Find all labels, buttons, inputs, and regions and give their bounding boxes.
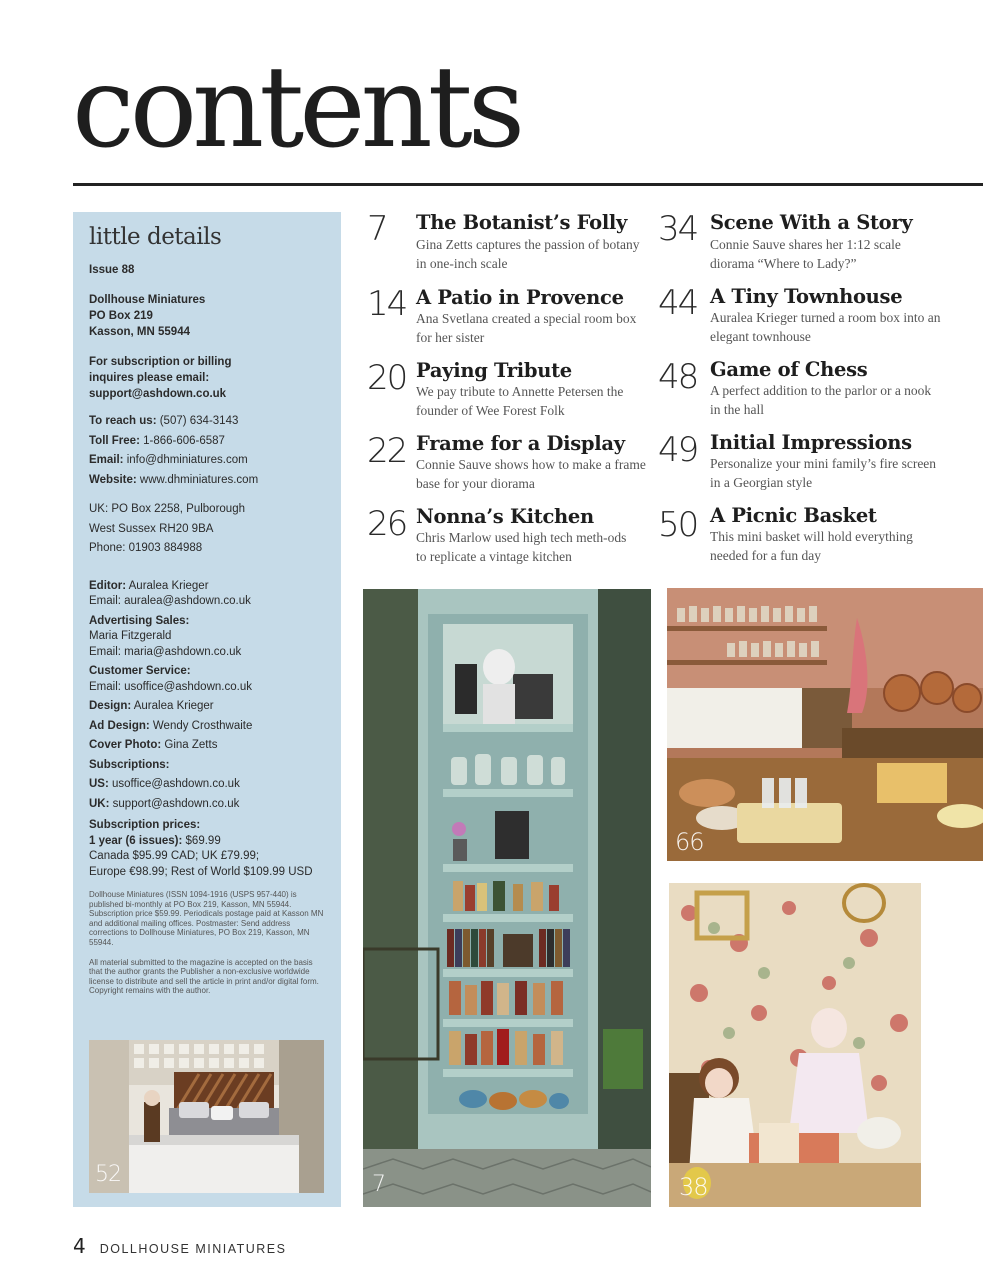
copyright-notice: All material submitted to the magazine is accepted on the basis that the author grants the Publisher a non-exclusive worldwide license to distribute and sell the article in print and/or digital form. Copyright remains with the author. (89, 957, 319, 996)
toc-article-title[interactable]: Game of Chess (710, 358, 868, 381)
toc-page-number: 44 (658, 283, 698, 323)
toc-page-number: 7 (367, 209, 387, 249)
subscription-info (89, 354, 325, 402)
prices-year-value: $69.99 (182, 834, 221, 847)
subscription-prices (89, 818, 325, 880)
cover-photo-label: Cover Photo: (89, 739, 162, 751)
toc-article-title[interactable]: Scene With a Story (710, 211, 913, 234)
staff-credits (89, 579, 325, 815)
toc-article-desc: Ana Svetlana created a special room box for her sister (416, 311, 637, 345)
photo-page-label: 52 (95, 1162, 121, 1187)
botanist-cabinet-art (363, 589, 651, 1207)
subscription-line: For subscription or billing (89, 356, 232, 368)
uk-label: UK: (89, 797, 110, 810)
photo-page-label: 7 (372, 1172, 385, 1197)
toc-page-number: 50 (658, 505, 698, 545)
editor-label: Editor: (89, 579, 127, 592)
editor-email[interactable]: Email: auralea@ashdown.co.uk (89, 595, 251, 607)
editor-name: Auralea Krieger (126, 579, 209, 592)
kitchen-photo-art (667, 588, 983, 861)
photo-page-label: 66 (675, 828, 704, 856)
page-title: contents (72, 43, 521, 173)
toc-page-number: 14 (367, 284, 407, 324)
contact-block (89, 412, 325, 490)
magazine-name: DOLLHOUSE MINIATURES (99, 1242, 287, 1256)
ad-design-label: Ad Design: (89, 719, 150, 732)
ad-sales-label: Advertising Sales: (89, 614, 190, 627)
subscription-line: inquires please email: (89, 372, 210, 384)
prices-label: Subscription prices: (89, 819, 201, 831)
uk-phone: Phone: 01903 884988 (89, 542, 203, 554)
toc-article-desc: Auralea Krieger turned a room box into an elegant townhouse (710, 310, 941, 344)
dolls-scene-art (669, 883, 921, 1207)
toc-article-title[interactable]: Paying Tribute (416, 359, 572, 382)
mailing-address (89, 292, 325, 340)
toc-page-number: 48 (658, 357, 698, 397)
subscriptions-label: Subscriptions: (89, 758, 170, 771)
prices-year-label: 1 year (6 issues): (89, 834, 183, 847)
title-rule (73, 183, 983, 186)
uk-email[interactable]: support@ashdown.co.uk (109, 797, 240, 810)
toc-article-desc: Chris Marlow used high tech meth-ods to replicate a vintage kitchen (416, 530, 627, 564)
prices-europe-world: Europe €98.99; Rest of World $109.99 USD (89, 865, 313, 878)
toc-article-desc: Personalize your mini family’s fire screen in a Georgian style (710, 456, 937, 490)
design-name: Auralea Krieger (131, 700, 214, 712)
toc-page-number: 34 (658, 209, 698, 249)
kitchen-photo[interactable] (667, 588, 983, 861)
uk-address-line: UK: PO Box 2258, Pulborough (89, 503, 245, 515)
ad-sales-name: Maria Fitzgerald (89, 630, 172, 642)
bedroom-photo-art (89, 1040, 324, 1193)
toc-article-title[interactable]: Nonna’s Kitchen (416, 505, 594, 528)
uk-address (89, 500, 325, 559)
ad-sales-email[interactable]: Email: maria@ashdown.co.uk (89, 645, 242, 658)
bedroom-photo[interactable] (89, 1040, 324, 1193)
dolls-scene-photo[interactable] (669, 883, 921, 1207)
us-label: US: (89, 778, 109, 790)
customer-service-email[interactable]: Email: usoffice@ashdown.co.uk (89, 680, 252, 693)
toc-page-number: 22 (367, 431, 407, 471)
toc-article-desc: We pay tribute to Annette Petersen the founder of Wee Forest Folk (416, 384, 624, 418)
prices-canada-uk: Canada $95.99 CAD; UK £79.99; (89, 850, 260, 862)
design-label: Design: (89, 700, 132, 712)
toc-article-title[interactable]: A Patio in Provence (416, 286, 624, 309)
issue-number: Issue 88 (89, 264, 135, 276)
tollfree-label: Toll Free: (89, 434, 140, 447)
toc-article-desc: A perfect addition to the parlor or a nook in the hall (710, 383, 932, 417)
toc-page-number: 49 (658, 430, 698, 470)
photo-page-label: 38 (679, 1173, 708, 1201)
address-line: Dollhouse Miniatures (89, 294, 206, 306)
cover-photo-name: Gina Zetts (161, 739, 218, 751)
botanist-cabinet-photo[interactable] (363, 589, 651, 1207)
toc-article-desc: Gina Zetts captures the passion of botany in one-inch scale (416, 237, 640, 271)
email-label: Email: (89, 454, 124, 466)
reach-label: To reach us: (89, 415, 157, 427)
reach-phone: (507) 634-3143 (156, 415, 239, 427)
toc-article-title[interactable]: The Botanist’s Folly (416, 211, 628, 234)
page-footer (73, 1234, 286, 1258)
toc-page-number: 20 (367, 358, 407, 398)
sidebar-title: little details (89, 224, 222, 250)
address-line: PO Box 219 (89, 310, 153, 322)
tollfree-phone: 1-866-606-6587 (139, 434, 225, 447)
sidebar-little-details (73, 212, 341, 1207)
address-line: Kasson, MN 55944 (89, 326, 190, 338)
toc-article-title[interactable]: Frame for a Display (416, 432, 625, 455)
toc-article-title[interactable]: Initial Impressions (710, 431, 912, 454)
customer-service-label: Customer Service: (89, 665, 191, 677)
website-label: Website: (89, 473, 137, 486)
contact-email-link[interactable]: info@dhminiatures.com (123, 454, 248, 466)
toc-page-number: 26 (367, 504, 407, 544)
toc-article-desc: This mini basket will hold everything needed for a fun day (710, 529, 913, 563)
toc-article-title[interactable]: A Tiny Townhouse (710, 285, 903, 308)
publication-statement: Dollhouse Miniatures (ISSN 1094-1916 (USPS 957-440) is published bi-monthly at PO Box 219, Kasson, MN 55944. Subscription price $59.99. Periodicals postage paid at Kasson MN and additional mailing offices. Postmaster: Send address corrections to Dollhouse Miniatures, PO Box 219, Kasson, MN 55944. (89, 890, 324, 947)
toc-article-title[interactable]: A Picnic Basket (710, 504, 877, 527)
uk-address-line: West Sussex RH20 9BA (89, 522, 214, 535)
subscription-email[interactable]: support@ashdown.co.uk (89, 388, 227, 400)
website-link[interactable]: www.dhminiatures.com (136, 473, 259, 486)
us-email[interactable]: usoffice@ashdown.co.uk (108, 778, 240, 790)
toc-article-desc: Connie Sauve shares her 1:12 scale diorama “Where to Lady?” (710, 237, 901, 271)
toc-article-desc: Connie Sauve shows how to make a frame base for your diorama (416, 457, 646, 491)
page-number: 4 (73, 1234, 86, 1258)
ad-design-name: Wendy Crosthwaite (149, 719, 253, 732)
